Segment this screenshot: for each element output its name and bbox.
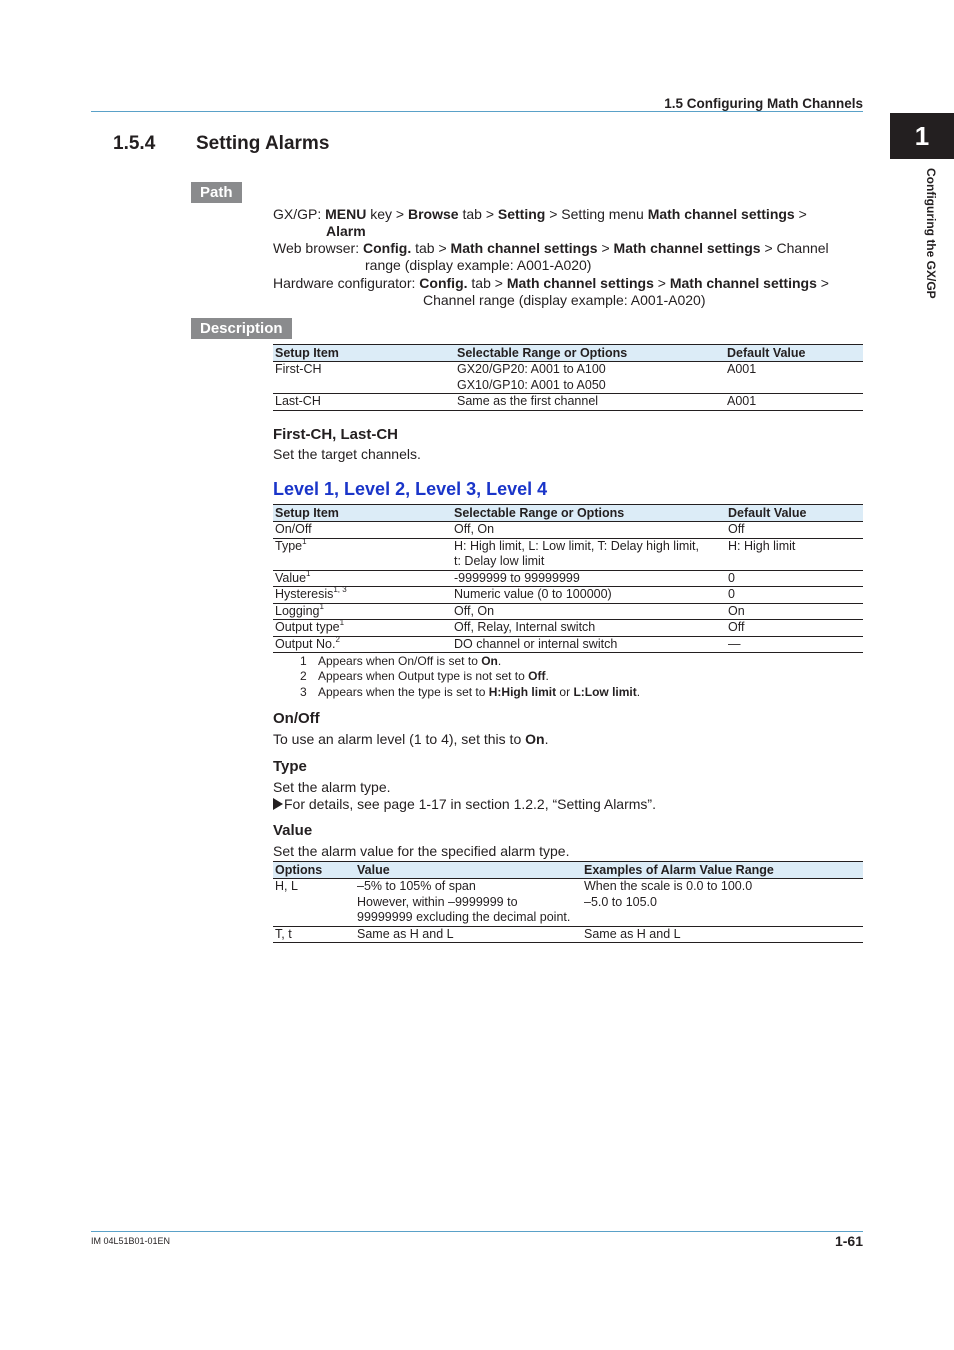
setup-item-label: On/Off [275, 522, 312, 536]
footnote-bold: Off [528, 669, 546, 683]
path-text: > [816, 275, 829, 291]
cell-line: Numeric value (0 to 100000) [454, 587, 612, 601]
footnote-bold: L:Low limit [573, 685, 637, 699]
path-web-cont: range (display example: A001-A020) [365, 257, 592, 273]
path-bold: Config. [419, 275, 468, 291]
value-text: Set the alarm value for the specified alarm type. [273, 843, 570, 859]
column-header: Setup Item [273, 345, 455, 362]
channel-range-table [273, 344, 863, 411]
path-text: Web browser: [273, 240, 363, 256]
column-header: Default Value [725, 345, 863, 362]
running-header: 1.5 Configuring Math Channels [664, 96, 863, 111]
table-header-row [273, 505, 863, 522]
setup-item-label: Output No. [275, 636, 336, 651]
table-row [273, 522, 863, 539]
page-number: 1-61 [834, 1233, 863, 1249]
firstlast-text: Set the target channels. [273, 446, 421, 462]
column-header: Default Value [726, 505, 863, 522]
path-hardware-cont: Channel range (display example: A001-A020) [423, 292, 706, 308]
table-cell [582, 879, 863, 927]
table-cell: 0 [726, 570, 863, 587]
section-number: 1.5.4 [113, 133, 156, 154]
column-header: Selectable Range or Options [452, 505, 726, 522]
path-text: > [597, 240, 614, 256]
document-id: IM 04L51B01-01EN [91, 1236, 171, 1246]
footnote-ref: 2 [335, 634, 340, 644]
footnote-ref: 1 [302, 536, 307, 546]
table-cell: — [726, 636, 863, 653]
path-text: key > [366, 206, 408, 222]
alarm-level-table [273, 504, 863, 653]
table-row [273, 926, 863, 943]
onoff-text-part: . [544, 731, 549, 747]
table-row [273, 587, 863, 604]
path-bold: Math channel settings [506, 275, 654, 291]
table-cell [355, 879, 582, 927]
onoff-heading: On/Off [273, 710, 320, 727]
path-text: > Channel [760, 240, 829, 256]
table-row [273, 636, 863, 653]
footnote-ref: 1 [306, 568, 311, 578]
footnote-number: 3 [300, 685, 307, 699]
path-badge: Path [191, 182, 242, 203]
table-row [273, 394, 863, 411]
footnote-text: . [636, 685, 641, 699]
cell-line: DO channel or internal switch [454, 636, 618, 651]
table-cell: Same as H and L [355, 926, 582, 943]
footnote-ref: 1, 3 [333, 585, 347, 594]
alarm-value-table [273, 861, 863, 943]
cell-line: –5.0 to 105.0 [584, 894, 657, 909]
footnote-text: . [497, 654, 502, 668]
footer-rule [91, 1231, 863, 1232]
chapter-tab: 1 [890, 113, 954, 159]
footnote-text: Appears when Output type is not set to [318, 669, 529, 683]
table-cell [452, 522, 726, 539]
footnote-2 [300, 669, 549, 685]
reference-link[interactable]: For details, see page 1-17 in section 1.2.2, “Setting Alarms”. [284, 796, 656, 812]
footnote-number: 1 [300, 654, 307, 668]
path-bold: Math channel settings [613, 240, 761, 256]
table-cell: A001 [725, 362, 863, 394]
cell-line: t: Delay low limit [454, 554, 545, 568]
table-cell: H: High limit [726, 538, 863, 570]
table-cell: Last-CH [273, 394, 455, 411]
setup-item-label: Value [275, 570, 307, 585]
table-cell [452, 636, 726, 653]
path-gxgp [273, 206, 807, 224]
description-badge: Description [191, 318, 292, 339]
table-cell [273, 620, 452, 637]
table-cell: First-CH [273, 362, 455, 394]
table-cell: Off [726, 522, 863, 539]
path-text: tab > [411, 240, 451, 256]
table-row [273, 570, 863, 587]
onoff-text-part: To use an alarm level (1 to 4), set this to [273, 731, 526, 747]
footnote-bold: On [481, 654, 498, 668]
table-cell: H, L [273, 879, 355, 927]
footnote-text: Appears when the type is set to [318, 685, 489, 699]
path-text: > [794, 206, 807, 222]
footnote-text: . [545, 669, 549, 683]
cell-line: Off, Relay, Internal switch [454, 620, 596, 634]
cell-line: Off, On [454, 603, 495, 618]
table-cell [273, 538, 452, 570]
footnote-ref: 1 [339, 618, 345, 627]
path-text: tab > [458, 206, 498, 222]
path-text: > Setting menu [545, 206, 648, 222]
path-text: GX/GP: [273, 206, 326, 222]
table-row [273, 603, 863, 620]
path-bold: Alarm [326, 223, 366, 239]
table-cell: Same as H and L [582, 926, 863, 943]
footnote-ref: 1 [319, 601, 324, 611]
path-bold: Math channel settings [669, 275, 817, 291]
cell-line: 99999999 excluding the decimal point. [357, 910, 571, 924]
column-header: Setup Item [273, 505, 452, 522]
table-cell [452, 620, 726, 637]
path-hardware [273, 275, 829, 293]
table-cell [273, 603, 452, 620]
path-text: > [653, 275, 670, 291]
type-reference[interactable] [273, 796, 656, 814]
table-cell [452, 538, 726, 570]
onoff-bold: On [525, 731, 545, 747]
setup-item-label: Logging [275, 603, 320, 618]
cell-line: –5% to 105% of span [357, 879, 476, 893]
table-cell: On [726, 603, 863, 620]
column-header: Examples of Alarm Value Range [582, 862, 863, 879]
table-cell: T, t [273, 926, 355, 943]
cell-line: GX20/GP20: A001 to A100 [457, 362, 606, 376]
path-bold: Math channel settings [647, 206, 795, 222]
path-bold: Browse [408, 206, 459, 222]
table-cell: Off [726, 620, 863, 637]
footnote-text: Appears when On/Off is set to [318, 654, 482, 668]
table-cell: 0 [726, 587, 863, 604]
cell-line: Off, On [454, 522, 495, 536]
header-rule [91, 111, 863, 112]
column-header: Options [273, 862, 355, 879]
column-header: Value [355, 862, 582, 879]
path-bold: MENU [325, 206, 367, 222]
cell-line: GX10/GP10: A001 to A050 [457, 377, 606, 392]
cell-line: -9999999 to 99999999 [454, 570, 580, 585]
setup-item-label: Hysteresis [275, 587, 334, 601]
value-heading: Value [273, 822, 313, 839]
path-bold: Config. [363, 240, 412, 256]
path-text: Hardware configurator: [273, 275, 420, 291]
levels-heading: Level 1, Level 2, Level 3, Level 4 [273, 479, 548, 499]
chapter-side-title: Configuring the GX/GP [924, 168, 938, 299]
section-title: Setting Alarms [196, 133, 330, 154]
path-text: tab > [467, 275, 507, 291]
path-bold: Math channel settings [450, 240, 598, 256]
table-row [273, 538, 863, 570]
type-text: Set the alarm type. [273, 779, 391, 795]
table-cell [273, 570, 452, 587]
table-cell [452, 570, 726, 587]
table-header-row [273, 345, 863, 362]
table-row [273, 620, 863, 637]
table-cell [273, 636, 452, 653]
type-heading: Type [273, 758, 307, 775]
column-header: Selectable Range or Options [455, 345, 725, 362]
table-cell [452, 603, 726, 620]
firstlast-heading: First-CH, Last-CH [273, 426, 399, 443]
table-row [273, 362, 863, 394]
footnote-bold: H:High limit [488, 685, 557, 699]
cell-line: However, within –9999999 to [357, 894, 518, 909]
table-cell: A001 [725, 394, 863, 411]
table-cell [452, 587, 726, 604]
table-cell: Same as the first channel [455, 394, 725, 411]
table-cell [273, 522, 452, 539]
path-web [273, 240, 829, 258]
path-bold: Setting [497, 206, 546, 222]
onoff-text [273, 731, 548, 749]
table-cell [455, 362, 725, 394]
cell-line: When the scale is 0.0 to 100.0 [584, 879, 753, 893]
reference-arrow-icon [273, 798, 283, 810]
table-row [273, 879, 863, 927]
path-gxgp-cont [326, 223, 366, 241]
setup-item-label: Type [275, 538, 303, 553]
table-header-row [273, 862, 863, 879]
footnote-3 [300, 685, 640, 701]
footnote-text: or [556, 685, 574, 699]
table-cell [273, 587, 452, 604]
footnote-1 [300, 654, 501, 670]
footnote-number: 2 [300, 669, 307, 683]
cell-line: H: High limit, L: Low limit, T: Delay high limit, [454, 538, 699, 553]
setup-item-label: Output type [275, 620, 340, 634]
